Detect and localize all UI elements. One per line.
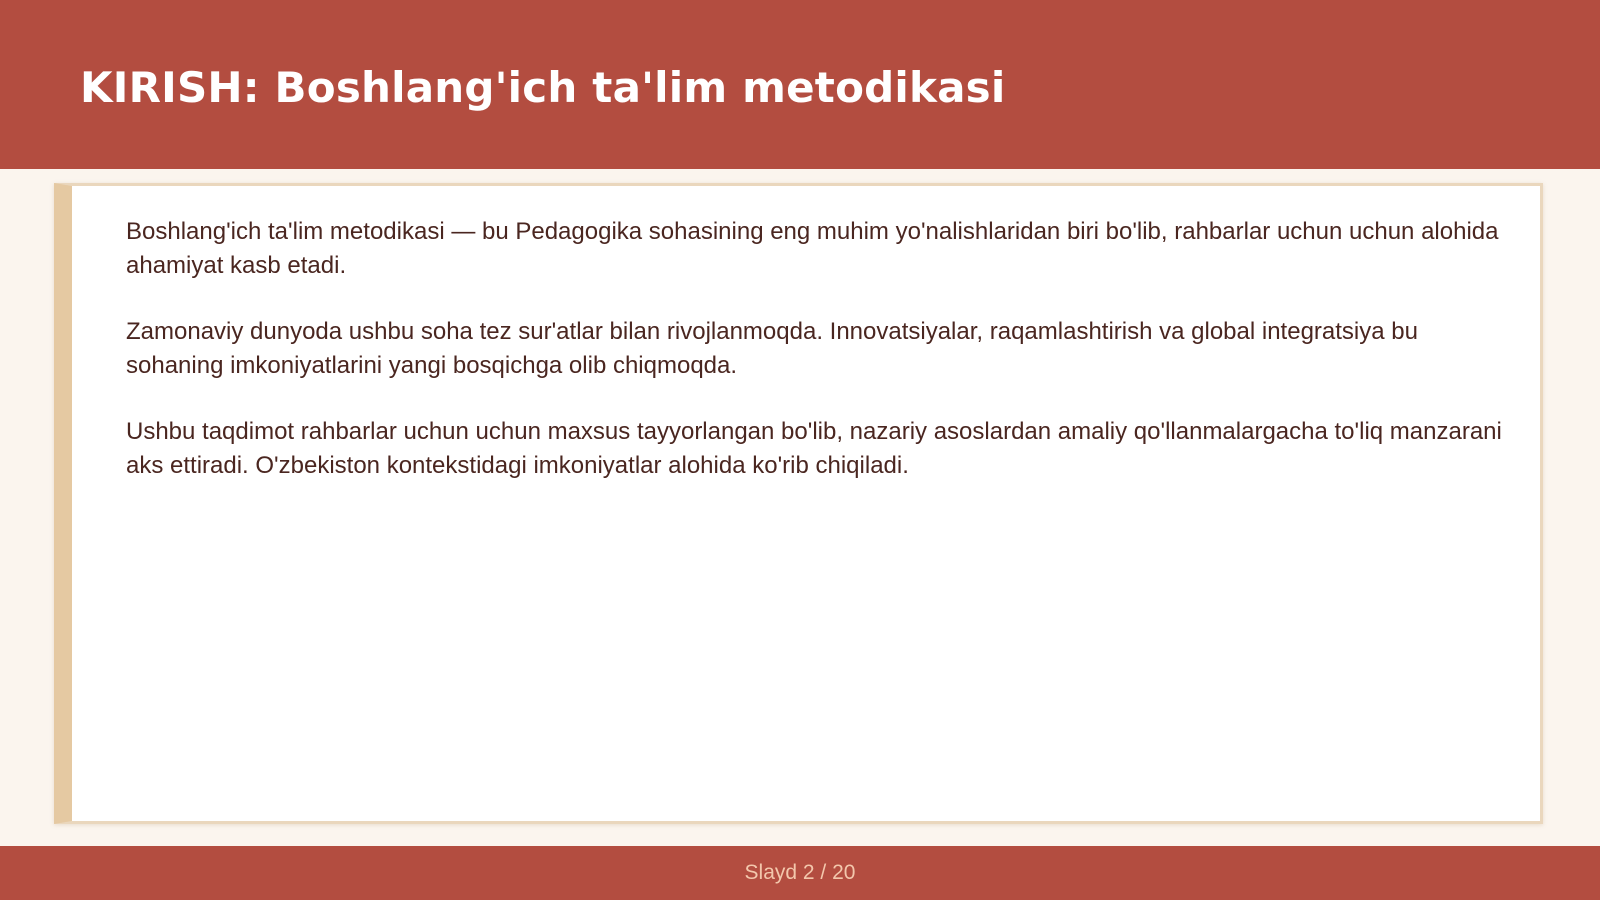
- content-text: [126, 215, 1502, 515]
- content-card: [54, 183, 1543, 824]
- slide-number: Slayd 2 / 20: [744, 861, 856, 884]
- slide-header: [0, 0, 1600, 169]
- paragraph-intro: Boshlang'ich ta'lim metodikasi — bu Pedagogika sohasining eng muhim yo'nalishlaridan biri bo'lib, rahbarlar uchun uchun alohida ahamiyat kasb etadi.: [126, 218, 1499, 279]
- paragraph-modern-world: Zamonaviy dunyoda ushbu soha tez sur'atlar bilan rivojlanmoqda. Innovatsiyalar, raqamlashtirish va global integratsiya bu sohaning imkoniyatlarini yangi bosqichga olib chiqmoqda.: [126, 318, 1418, 379]
- slide-footer: [0, 846, 1600, 900]
- paragraph-presentation-purpose: Ushbu taqdimot rahbarlar uchun uchun maxsus tayyorlangan bo'lib, nazariy asoslardan amaliy qo'llanmalargacha to'liq manzarani aks ettiradi. O'zbekiston kontekstidagi imkoniyatlar alohida ko'rib chiqiladi.: [126, 418, 1502, 479]
- slide-title: KIRISH: Boshlang'ich ta'lim metodikasi: [80, 63, 1006, 112]
